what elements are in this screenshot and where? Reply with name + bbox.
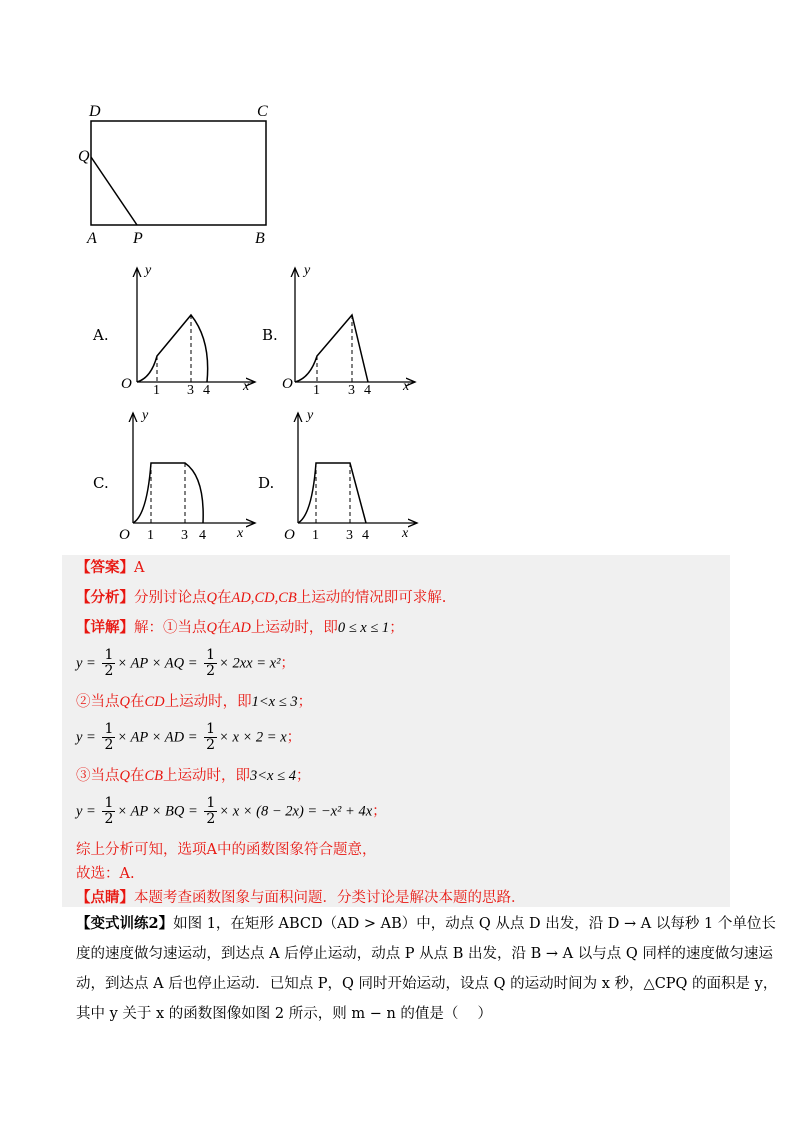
fraction-den: 2 (206, 737, 216, 753)
eq-rhs: × x × 2 = x (219, 729, 287, 746)
analysis-text: 上运动的情况即可求解. (296, 590, 447, 606)
detail-text: ； (389, 620, 404, 636)
x-label: x (237, 526, 244, 541)
eq-mid: × AP × AD = (117, 729, 198, 746)
case-2-line (76, 692, 312, 712)
y-label: y (304, 263, 311, 278)
fraction (204, 796, 217, 827)
rectangle-figure (70, 95, 290, 250)
fraction-num: 1 (206, 721, 216, 737)
option-b-graph (280, 260, 430, 400)
fraction (102, 648, 115, 679)
case-text: 在 (129, 694, 145, 710)
comment-text: 本题考查函数图象与面积问题．分类讨论是解决本题的思路． (134, 890, 526, 906)
label-q: Q (78, 148, 90, 165)
tick-3: 3 (187, 383, 194, 398)
fraction-den: 2 (206, 811, 216, 827)
origin-label: O (282, 376, 293, 392)
eq-end: ； (372, 803, 387, 820)
equation-2 (76, 722, 301, 753)
analysis-line (76, 588, 446, 608)
summary-line: 综上分析可知，选项A中的函数图象符合题意， (76, 842, 377, 858)
label-a: A (87, 230, 97, 247)
case-text: ； (297, 694, 313, 710)
fraction (102, 796, 115, 827)
y-label: y (145, 263, 152, 278)
fraction (204, 648, 217, 679)
detail-tag: 【详解】 (76, 619, 134, 636)
tick-3: 3 (348, 383, 355, 398)
case-q: Q (119, 768, 130, 784)
fraction-den: 2 (206, 663, 216, 679)
answer-tag: 【答案】 (76, 559, 134, 576)
problem-tag: 【变式训练2】 (76, 915, 174, 932)
function-curve (295, 315, 368, 382)
fraction-num: 1 (104, 795, 114, 811)
case-range: 3<x ≤ 4 (250, 768, 296, 784)
origin-label: O (284, 527, 295, 543)
case-text: ③当点 (76, 768, 120, 784)
label-d: D (89, 103, 101, 120)
tick-1: 1 (312, 528, 319, 543)
equation-3 (76, 796, 387, 827)
tick-3: 3 (181, 528, 188, 543)
fraction-den: 2 (104, 811, 114, 827)
fraction-num: 1 (104, 647, 114, 663)
comment-tag: 【点睛】 (76, 889, 134, 906)
tick-4: 4 (364, 383, 371, 398)
option-d-graph (282, 405, 432, 545)
y-label: y (142, 408, 149, 423)
case-segment: CB (144, 768, 164, 784)
eq-end: ； (286, 729, 302, 746)
answer-line (76, 558, 144, 578)
rectangle-abcd (91, 121, 266, 225)
eq-rhs: × x × (8 − 2x) = −x² + 4x (219, 803, 373, 820)
option-c-graph (115, 405, 265, 545)
analysis-q: Q (206, 590, 217, 606)
label-c: C (257, 103, 268, 120)
eq-lhs: y = (76, 655, 96, 672)
detail-text: 解：①当点 (134, 620, 207, 636)
problem-line-4: 其中 y 关于 x 的函数图像如图 2 所示，则 m − n 的值是（ ） (76, 1006, 493, 1022)
case-text: 上运动时，即 (163, 768, 251, 784)
option-d-label: D. (258, 474, 275, 492)
eq-mid: × AP × BQ = (117, 803, 198, 820)
origin-label: O (121, 376, 132, 392)
case-text: ； (295, 768, 311, 784)
tick-1: 1 (153, 383, 160, 398)
case-q: Q (119, 694, 130, 710)
tick-3: 3 (346, 528, 353, 543)
case-3-line (76, 766, 310, 786)
case-text: ②当点 (76, 694, 120, 710)
label-p: P (133, 230, 143, 247)
label-b: B (255, 230, 265, 247)
detail-range: 0 ≤ x ≤ 1 (337, 620, 390, 636)
option-a-label: A. (93, 326, 109, 344)
detail-text: 上运动时，即 (250, 620, 338, 636)
analysis-tag: 【分析】 (76, 589, 134, 606)
fraction-num: 1 (206, 795, 216, 811)
x-label: x (403, 379, 410, 394)
fraction-num: 1 (206, 647, 216, 663)
tick-4: 4 (199, 528, 206, 543)
fraction-num: 1 (104, 721, 114, 737)
case-text: 上运动时，即 (164, 694, 252, 710)
function-curve (137, 315, 208, 382)
detail-line (76, 618, 404, 638)
detail-text: 在 (216, 620, 232, 636)
fraction (204, 722, 217, 753)
analysis-text: 在 (216, 590, 232, 606)
segment-qp (91, 157, 137, 225)
option-a-graph (115, 260, 265, 400)
problem-line-2: 度的速度做匀速运动，到达点 A 后停止运动，动点 P 从点 B 出发，沿 B → A 以与点 Q 同样的速度做匀速运 (76, 946, 773, 962)
eq-end: ； (280, 655, 295, 672)
problem-text: 如图 1，在矩形 ABCD（AD > AB）中，动点 Q 从点 D 出发，沿 D → A 以每秒 1 个单位长 (173, 916, 776, 932)
option-c-label: C. (93, 474, 109, 492)
tick-4: 4 (203, 383, 210, 398)
equation-1 (76, 648, 295, 679)
eq-mid: × 2x (219, 655, 247, 672)
function-curve (298, 463, 366, 523)
fraction-den: 2 (104, 663, 114, 679)
x-label: x (402, 526, 409, 541)
answer-value: A (134, 560, 145, 576)
eq-rhs: x = x² (246, 655, 281, 672)
case-text: 在 (129, 768, 145, 784)
analysis-text: 分别讨论点 (134, 590, 207, 606)
eq-lhs: y = (76, 729, 96, 746)
problem-line-3: 动，到达点 A 后也停止运动．已知点 P，Q 同时开始运动，设点 Q 的运动时间为 x 秒，△CPQ 的面积是 y， (76, 976, 778, 992)
tick-1: 1 (147, 528, 154, 543)
function-curve (133, 463, 203, 523)
case-segment: CD (144, 694, 165, 710)
detail-segment: AD (231, 620, 251, 636)
detail-q: Q (206, 620, 217, 636)
choice-line: 故选：A. (76, 866, 135, 882)
analysis-segments: AD,CD,CB (231, 590, 297, 606)
y-label: y (307, 408, 314, 423)
eq-mid: × AP × AQ = (117, 655, 198, 672)
tick-4: 4 (362, 528, 369, 543)
case-range: 1<x ≤ 3 (251, 694, 298, 710)
x-label: x (243, 379, 250, 394)
comment-line (76, 888, 526, 908)
problem-line-1 (76, 914, 776, 934)
tick-1: 1 (313, 383, 320, 398)
origin-label: O (119, 527, 130, 543)
eq-lhs: y = (76, 803, 96, 820)
fraction-den: 2 (104, 737, 114, 753)
fraction (102, 722, 115, 753)
option-b-label: B. (262, 326, 278, 344)
